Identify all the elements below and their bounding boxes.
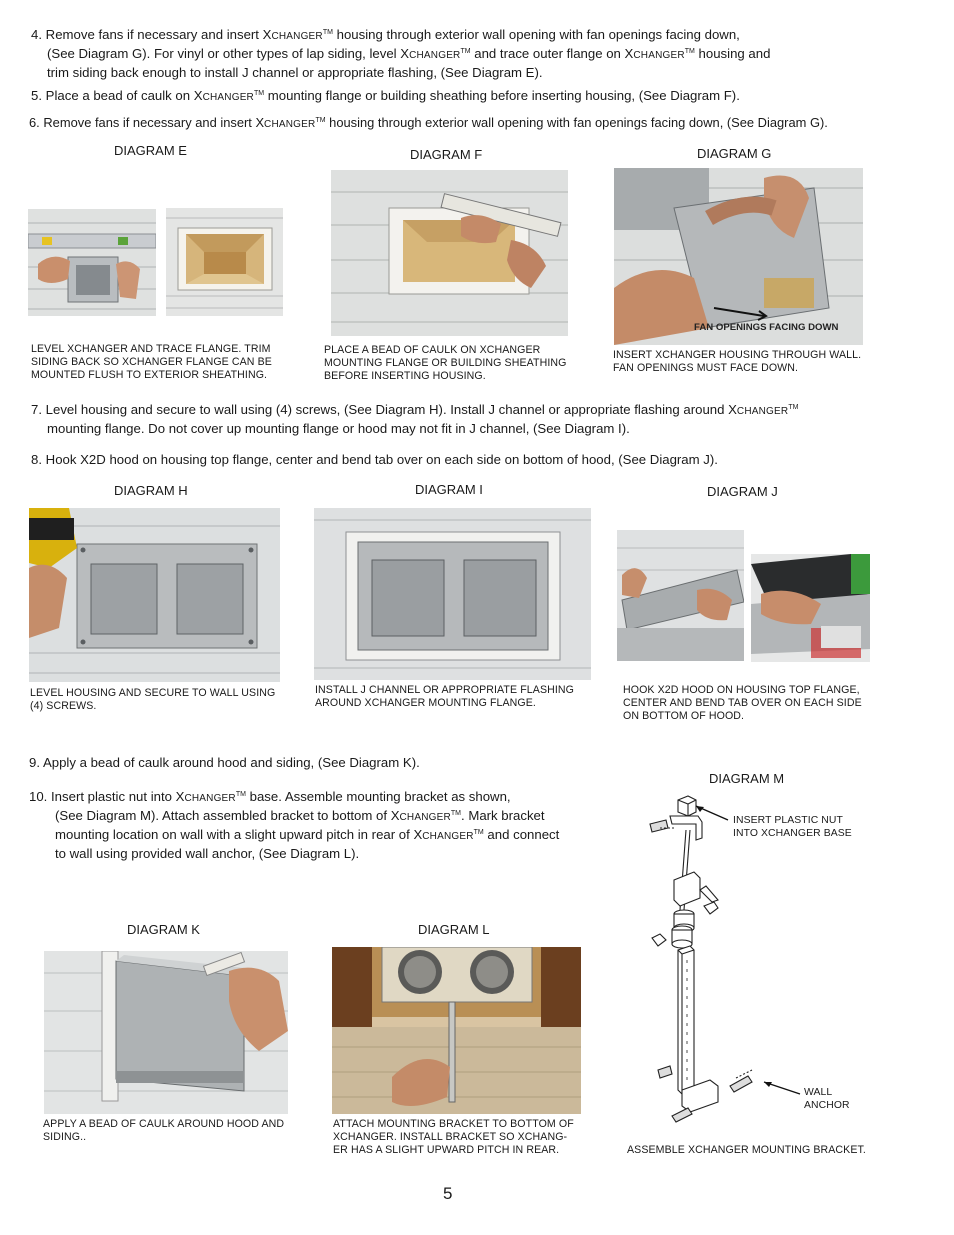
trademark: TM [460, 48, 471, 55]
diagram-h-caption [30, 687, 275, 713]
brand-smallcaps: CHANGER [736, 406, 789, 417]
step-text: (See Diagram G). For vinyl or other types of lap siding, level X [47, 46, 410, 61]
caption-line: AROUND XCHANGER MOUNTING FLANGE. [315, 697, 536, 709]
trademark: TM [322, 29, 333, 36]
diagram-i-caption [315, 684, 574, 710]
step-text: housing through exterior wall opening with fan openings facing down, (See Diagram G). [325, 115, 828, 130]
brand-smallcaps: CHANGER [633, 50, 685, 61]
diagram-j-label: DIAGRAM J [707, 484, 778, 499]
brand-smallcaps: CHANGER [399, 812, 451, 823]
step-6 [29, 114, 939, 133]
diagram-j-photo-bend [751, 554, 870, 662]
caption-line: HOOK X2D HOOD ON HOUSING TOP FLANGE, [623, 684, 860, 696]
diagram-h-label: DIAGRAM H [114, 483, 188, 498]
caption-line: CENTER AND BEND TAB OVER ON EACH SIDE [623, 697, 862, 709]
diagram-j-caption [623, 684, 862, 723]
diagram-j-photo-hook [617, 530, 744, 661]
diagram-f-label: DIAGRAM F [410, 147, 483, 162]
diagram-m-caption: ASSEMBLE XCHANGER MOUNTING BRACKET. [627, 1144, 866, 1156]
step-text: (See Diagram M). Attach assembled bracket to bottom of X [55, 808, 400, 823]
step-text: to wall using provided wall anchor, (See Diagram L). [55, 846, 360, 861]
step-text: mounting flange. Do not cover up mounting flange or hood may not fit in J channel, (See Diagram I). [47, 421, 630, 436]
diagram-m-label: DIAGRAM M [709, 771, 785, 786]
step-9 [29, 754, 629, 771]
diagram-l-caption [333, 1118, 574, 1157]
caption-line: LEVEL XCHANGER AND TRACE FLANGE. TRIM [31, 343, 271, 355]
caption-line: FAN OPENINGS MUST FACE DOWN. [613, 362, 799, 374]
diagram-e-label: DIAGRAM E [114, 143, 187, 158]
step-text: Remove fans if necessary and insert X [45, 27, 272, 42]
diagram-m-bracket-drawing [640, 790, 760, 1135]
diagram-m-callout-nut [733, 814, 852, 840]
step-text: housing and [694, 46, 771, 61]
caption-line: XCHANGER. INSTALL BRACKET SO XCHANG- [333, 1131, 568, 1143]
brand-smallcaps: CHANGER [184, 793, 236, 804]
step-text: trim siding back enough to install J channel or appropriate flashing, (See Diagram E). [47, 65, 543, 80]
caption-line: ER HAS A SLIGHT UPWARD PITCH IN REAR. [333, 1144, 560, 1156]
step-text: Place a bead of caulk on X [45, 88, 203, 103]
step-number: 5. [31, 88, 42, 103]
step-4 [31, 26, 931, 81]
step-number: 4. [31, 27, 42, 42]
diagram-k-label: DIAGRAM K [127, 922, 200, 937]
step-text: Hook X2D hood on housing top flange, center and bend tab over on each side on bottom of hood, (See Diagram J). [45, 452, 718, 467]
step-text: housing through exterior wall opening with fan openings facing down, [332, 27, 740, 42]
trademark: TM [473, 829, 484, 836]
diagram-g-photo [614, 168, 863, 345]
step-text: . Mark bracket [461, 808, 545, 823]
nut-callout-arrow-icon [690, 800, 730, 824]
step-10 [29, 788, 619, 862]
diagram-k-photo [44, 951, 288, 1114]
step-text: base. Assemble mounting bracket as shown, [245, 789, 511, 804]
step-text: mounting location on wall with a slight upward pitch in rear of X [55, 827, 423, 842]
caption-line: PLACE A BEAD OF CAULK ON XCHANGER [324, 344, 541, 356]
diagram-m-callout-anchor [804, 1086, 850, 1112]
step-text: mounting flange or building sheathing before inserting housing, (See Diagram F). [264, 88, 740, 103]
brand-smallcaps: CHANGER [409, 50, 461, 61]
caption-line: LEVEL HOUSING AND SECURE TO WALL USING [30, 687, 276, 699]
diagram-k-caption [43, 1118, 284, 1144]
caption-line: SIDING BACK SO XCHANGER FLANGE CAN BE [31, 356, 272, 368]
step-text: and trace outer flange on X [470, 46, 634, 61]
diagram-g-label: DIAGRAM G [697, 146, 772, 161]
step-number: 6. [29, 115, 40, 130]
step-7 [31, 401, 931, 437]
brand-smallcaps: CHANGER [422, 831, 474, 842]
page-number: 5 [443, 1184, 453, 1203]
diagram-l-photo [332, 947, 581, 1114]
caption-line: BEFORE INSERTING HOUSING. [324, 370, 486, 382]
step-8 [31, 451, 931, 468]
step-text: Level housing and secure to wall using (4) screws, (See Diagram H). Install J channel or appropriate flashing around X [45, 402, 737, 417]
trademark: TM [235, 791, 246, 798]
diagram-f-photo [331, 170, 568, 336]
caption-line: MOUNTED FLUSH TO EXTERIOR SHEATHING. [31, 369, 268, 381]
diagram-e-caption [31, 343, 272, 382]
step-text: Remove fans if necessary and insert X [43, 115, 265, 130]
callout-line: WALL [804, 1087, 833, 1098]
caption-line: (4) SCREWS. [30, 700, 97, 712]
diagram-g-caption [613, 349, 861, 375]
step-number: 10. [29, 789, 48, 804]
caption-line: APPLY A BEAD OF CAULK AROUND HOOD AND [43, 1118, 285, 1130]
step-number: 8. [31, 452, 42, 467]
diagram-l-label: DIAGRAM L [418, 922, 490, 937]
caption-line: INSERT XCHANGER HOUSING THROUGH WALL. [613, 349, 862, 361]
callout-line: INTO XCHANGER BASE [733, 828, 852, 839]
step-number: 7. [31, 402, 42, 417]
caption-line: INSTALL J CHANNEL OR APPROPRIATE FLASHING [315, 684, 574, 696]
caption-line: SIDING.. [43, 1131, 87, 1143]
brand-smallcaps: CHANGER [271, 31, 323, 42]
diagram-f-caption [324, 344, 566, 383]
caption-line: MOUNTING FLANGE OR BUILDING SHEATHING [324, 357, 567, 369]
step-text: Insert plastic nut into X [51, 789, 185, 804]
trademark: TM [253, 90, 265, 97]
step-text: Apply a bead of caulk around hood and siding, (See Diagram K). [42, 755, 420, 770]
step-5 [31, 87, 931, 106]
diagram-h-photo [29, 508, 280, 682]
diagram-i-label: DIAGRAM I [415, 482, 483, 497]
diagram-e-photo-level [28, 209, 156, 316]
diagram-i-photo [314, 508, 591, 680]
diagram-g-overlay-text: FAN OPENINGS FACING DOWN [694, 322, 839, 333]
diagram-e-photo-opening [166, 208, 283, 316]
caption-line: ATTACH MOUNTING BRACKET TO BOTTOM OF [333, 1118, 574, 1130]
trademark: TM [450, 810, 462, 817]
callout-line: INSERT PLASTIC NUT [733, 815, 843, 826]
trademark: TM [684, 48, 695, 55]
anchor-callout-arrow-icon [758, 1078, 802, 1098]
step-number: 9. [29, 755, 40, 770]
brand-smallcaps: CHANGER [202, 92, 254, 103]
brand-smallcaps: CHANGER [264, 119, 316, 130]
caption-line: ON BOTTOM OF HOOD. [623, 710, 745, 722]
trademark: TM [315, 117, 326, 124]
trademark: TM [788, 404, 799, 411]
callout-line: ANCHOR [804, 1100, 850, 1111]
step-text: and connect [483, 827, 560, 842]
